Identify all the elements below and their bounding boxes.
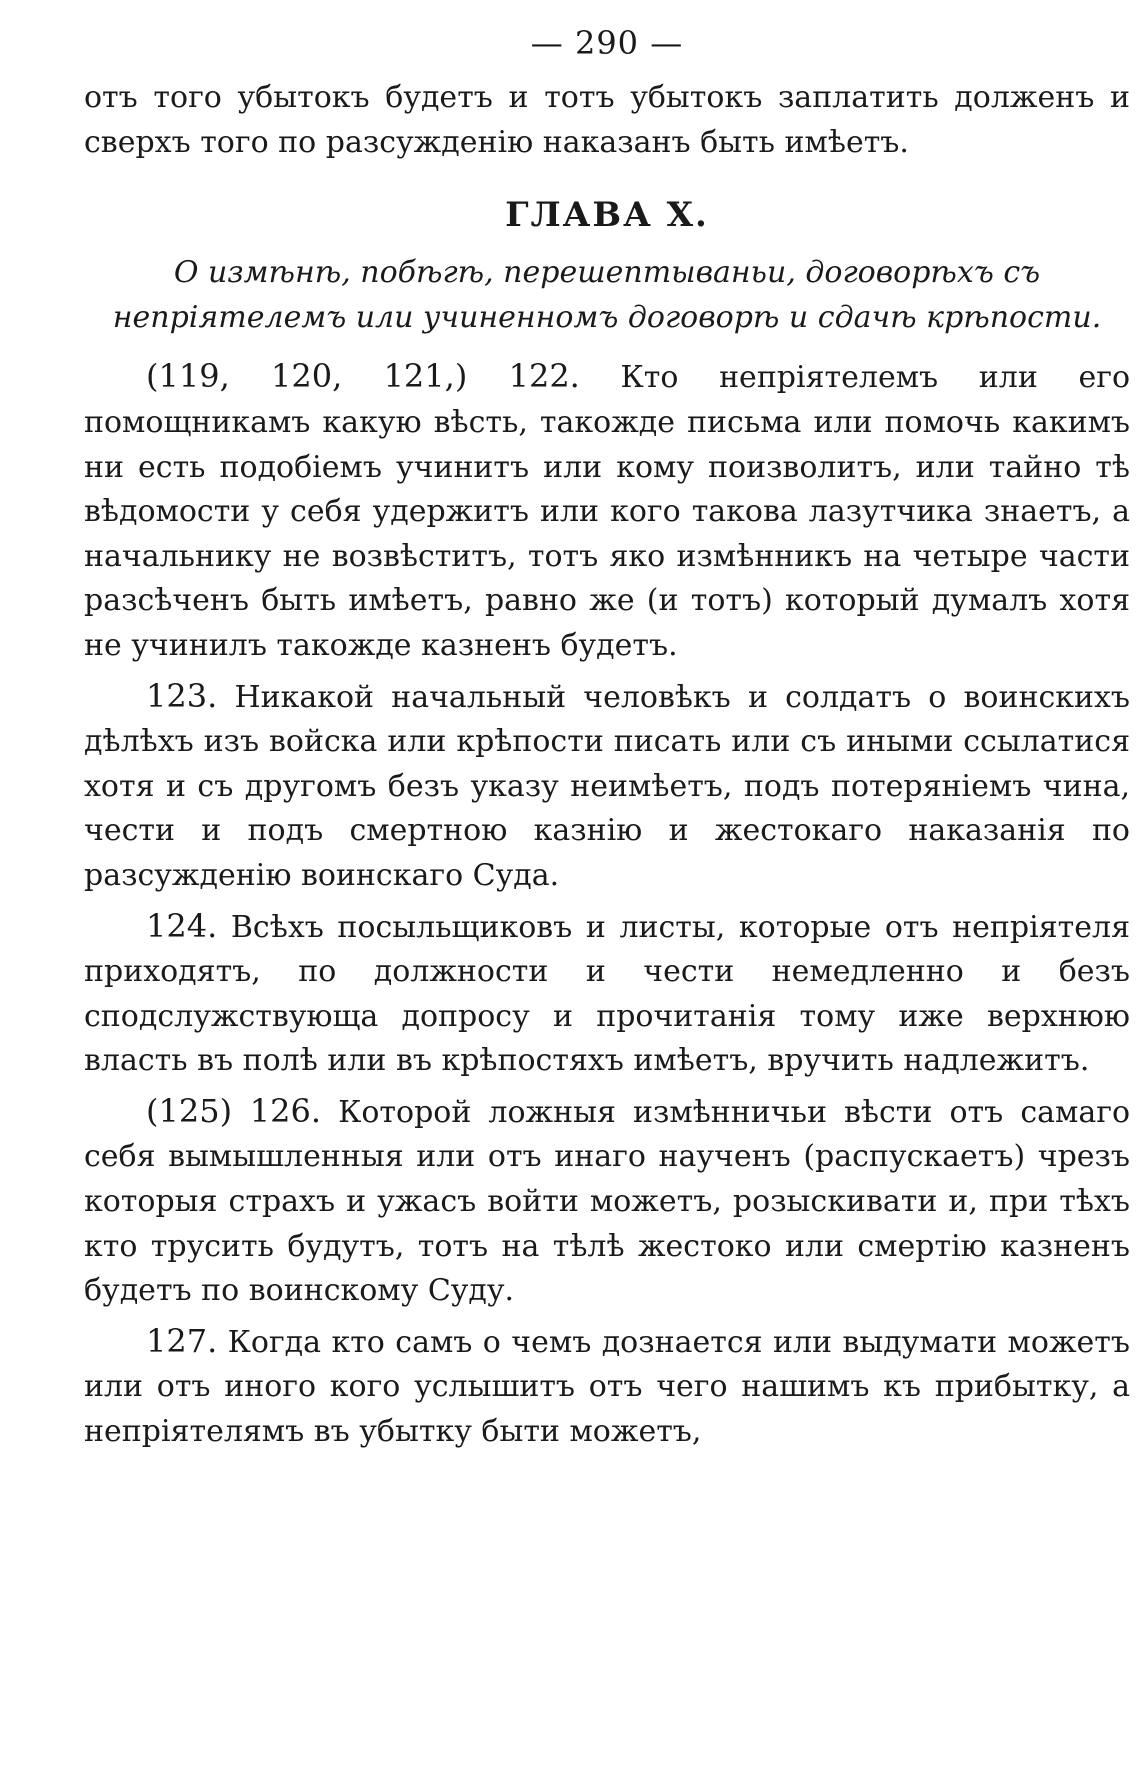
article-number: (119, 120, 121,) 122.	[146, 357, 580, 396]
page-number: — 290 —	[530, 24, 684, 62]
article-number: 124.	[146, 906, 218, 945]
article-126	[84, 1089, 1130, 1314]
chapter-subtitle: О измѣнѣ, побѣгѣ, перешептываньи, договорѣхъ съ непріятелемъ или учиненномъ договорѣ и сдачѣ крѣпости.	[112, 255, 1102, 335]
article-number: 123.	[146, 676, 218, 715]
article-text: Когда кто самъ о чемъ дознается или выдумати можетъ или отъ иного кого услышитъ отъ чего нашимъ къ прибытку, а непріятелямъ въ убытку быти можетъ,	[84, 1324, 1130, 1450]
article-number: 127.	[146, 1321, 218, 1360]
article-text: Которой ложныя измѣнничьи вѣсти отъ самаго себя вымышленныя или отъ инаго наученъ (распускаетъ) чрезъ которыя страхъ и ужасъ войти можетъ, розыскивати и, при тѣхъ кто трусить будутъ, тотъ на тѣлѣ жестоко или смертію казненъ будетъ по воинскому Суду.	[84, 1094, 1131, 1309]
article-text: Никакой начальный человѣкъ и солдатъ о воинскихъ дѣлѣхъ изъ войска или крѣпости писать или съ иными ссылатися хотя и съ другомъ безъ указу неимѣетъ, подъ потеряніемъ чина, чести и подъ смертною казнію и жестокаго наказанія по разсужденію воинскаго Суда.	[84, 679, 1130, 893]
article-127	[84, 1319, 1130, 1455]
article-124	[84, 904, 1130, 1084]
continuation-paragraph: отъ того убытокъ будетъ и тотъ убытокъ заплатить долженъ и сверхъ того по разсужденію наказанъ быть имѣетъ.	[84, 80, 1130, 160]
chapter-title: ГЛАВА X.	[505, 195, 709, 236]
article-number: (125) 126.	[146, 1091, 322, 1130]
article-text: Кто непріятелемъ или его помощникамъ какую вѣсть, такожде письма или помочь какимъ ни есть подобіемъ учинитъ или кому поизволитъ, или тайно тѣ вѣдомости у себя удержитъ или кого такова лазутчика знаетъ, а начальнику не возвѣститъ, тотъ яко измѣнникъ на четыре части разсѣченъ быть имѣетъ, равно же (и тотъ) который думалъ хотя не учинилъ такожде казненъ будетъ.	[84, 360, 1131, 663]
article-123	[84, 674, 1130, 899]
document-page	[84, 20, 1130, 1455]
article-text: Всѣхъ посыльщиковъ и листы, которые отъ непріятеля приходятъ, по должности и чести немедленно и безъ сподслужствующа допросу и прочитанія тому иже верхнюю власть въ полѣ или въ крѣпостяхъ имѣетъ, вручить надлежитъ.	[84, 909, 1130, 1079]
article-122	[84, 354, 1130, 668]
